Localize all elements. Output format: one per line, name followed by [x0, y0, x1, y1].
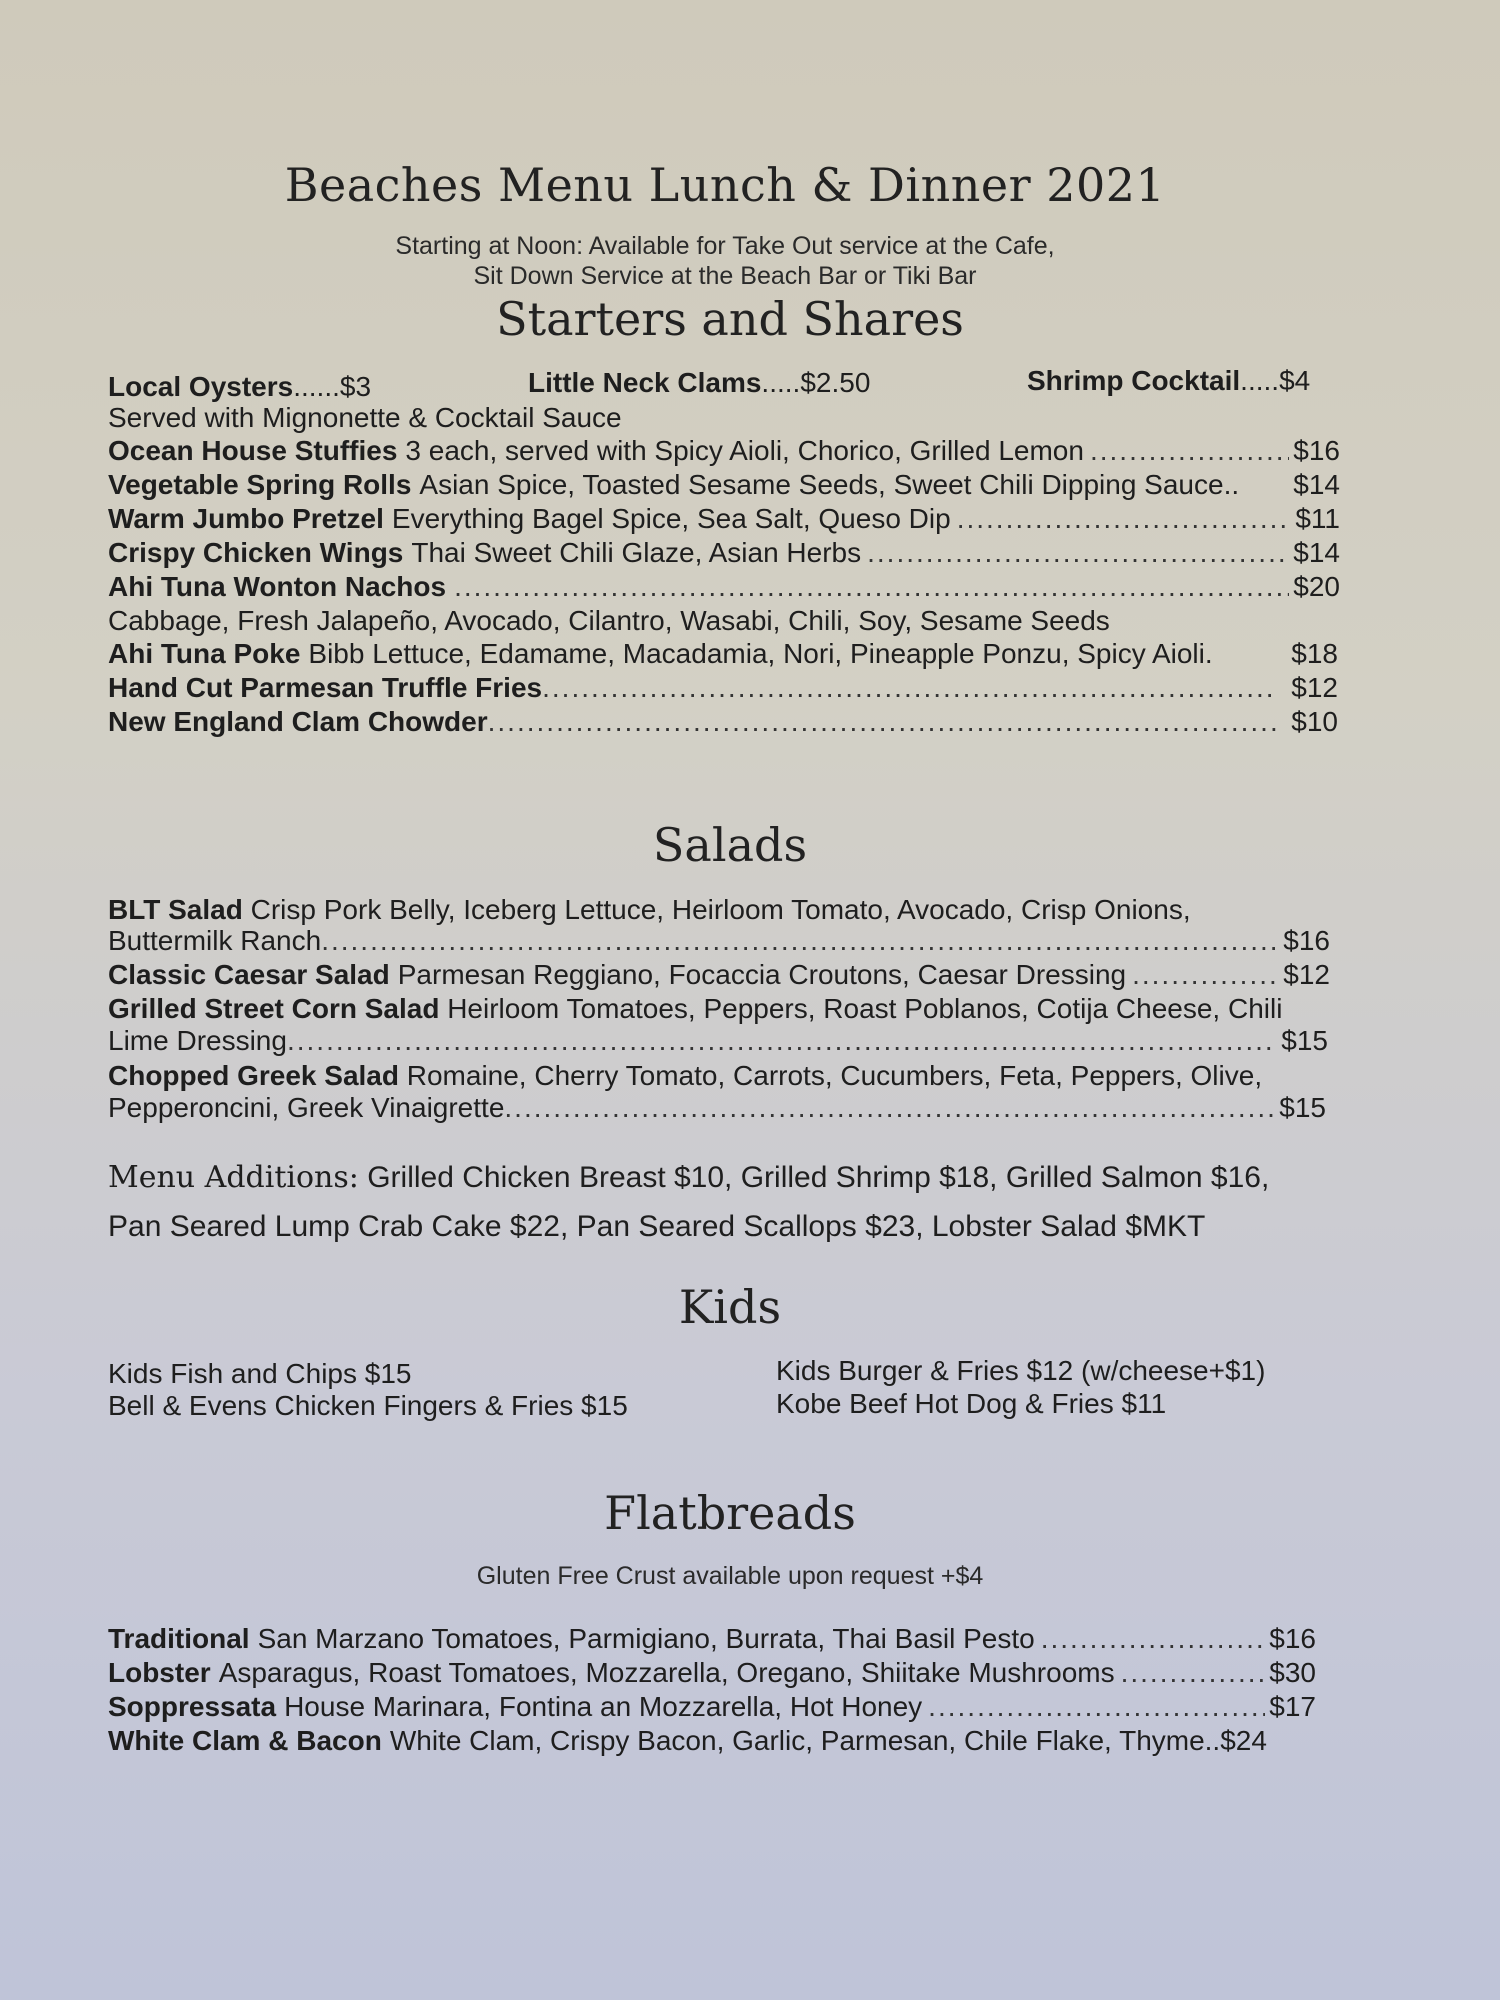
menu-item — [108, 468, 1340, 502]
item-desc: San Marzano Tomatoes, Parmigiano, Burrata, Thai Basil Pesto — [257, 1623, 1035, 1654]
flatbread-item — [108, 1724, 1320, 1758]
item-dots — [287, 1024, 1277, 1058]
item-price: $16 — [1283, 925, 1330, 956]
greek-salad-line1 — [108, 1059, 1262, 1093]
item-dots — [1132, 958, 1279, 992]
item-desc: Crisp Pork Belly, Iceberg Lettuce, Heirloom Tomato, Avocado, Crisp Onions, — [250, 894, 1191, 925]
item-name: Vegetable Spring Rolls — [108, 469, 412, 500]
item-desc: House Marinara, Fontina an Mozzarella, Hot Honey — [284, 1691, 923, 1722]
additions-text: Grilled Chicken Breast $10, Grilled Shrimp $18, Grilled Salmon $16, — [367, 1161, 1270, 1194]
item-price: $16 — [1293, 435, 1340, 466]
item-dots: ..... — [761, 367, 801, 398]
flatbread-item — [108, 1622, 1316, 1656]
item-name: Chopped Greek Salad — [108, 1060, 399, 1091]
item-price: $3 — [339, 371, 372, 402]
item-price: $20 — [1293, 571, 1340, 602]
greek-salad-line2 — [108, 1091, 1326, 1125]
item-desc: Asian Spice, Toasted Sesame Seeds, Sweet Chili Dipping Sauce.. — [419, 469, 1240, 500]
item-dots — [1041, 1622, 1266, 1656]
item-price: $18 — [1291, 638, 1338, 669]
item-price: $16 — [1269, 1623, 1316, 1654]
item-desc: Thai Sweet Chili Glaze, Asian Herbs — [411, 537, 862, 568]
salads-heading: Salads — [652, 818, 808, 872]
item-name: New England Clam Chowder — [108, 706, 488, 737]
item-desc: Lime Dressing — [108, 1025, 287, 1056]
item-desc: Heirloom Tomatoes, Peppers, Roast Poblanos, Cotija Cheese, Chili — [447, 993, 1283, 1024]
item-price: $2.50 — [800, 367, 871, 398]
blt-salad-line1 — [108, 893, 1191, 927]
item-name: Soppressata — [108, 1691, 277, 1722]
intro-line-2: Sit Down Service at the Beach Bar or Tiki Bar — [473, 262, 977, 290]
item-price: $17 — [1269, 1691, 1316, 1722]
item-name: Ocean House Stuffies — [108, 435, 398, 466]
item-price: $14 — [1293, 537, 1340, 568]
item-price: $12 — [1291, 672, 1338, 703]
kids-item: Kids Fish and Chips $15 — [108, 1358, 412, 1389]
item-desc: 3 each, served with Spicy Aioli, Chorico, Grilled Lemon — [405, 435, 1084, 466]
item-desc: Buttermilk Ranch — [108, 925, 322, 956]
kids-item: Kids Burger & Fries $12 (w/cheese+$1) — [776, 1355, 1266, 1386]
menu-title: Beaches Menu Lunch & Dinner 2021 — [284, 158, 1166, 212]
item-desc: Romaine, Cherry Tomato, Carrots, Cucumbers, Feta, Peppers, Olive, — [406, 1060, 1263, 1091]
item-name: Little Neck Clams — [528, 367, 762, 398]
kids-item: Kobe Beef Hot Dog & Fries $11 — [776, 1388, 1167, 1419]
item-dots — [1090, 434, 1289, 468]
additions-label: Menu Additions: — [108, 1160, 359, 1195]
item-dots — [1121, 1656, 1266, 1690]
intro-line-1: Starting at Noon: Available for Take Out service at the Cafe, — [395, 232, 1055, 260]
item-name: Shrimp Cocktail — [1027, 365, 1241, 396]
starter-shrimp — [1027, 364, 1310, 398]
item-dots — [928, 1690, 1265, 1724]
item-dots: ..... — [1240, 365, 1280, 396]
item-desc: Bibb Lettuce, Edamame, Macadamia, Nori, Pineapple Ponzu, Spicy Aioli. — [308, 638, 1213, 669]
item-dots — [321, 924, 1279, 958]
item-desc: Pepperoncini, Greek Vinaigrette — [108, 1092, 505, 1123]
menu-item — [108, 637, 1338, 671]
item-name: BLT Salad — [108, 894, 243, 925]
flatbreads-heading: Flatbreads — [604, 1486, 856, 1540]
item-price: $14 — [1293, 469, 1340, 500]
item-price: $12 — [1283, 959, 1330, 990]
item-price: $15 — [1281, 1025, 1328, 1056]
menu-additions-line1 — [108, 1160, 1269, 1195]
item-desc: White Clam, Crispy Bacon, Garlic, Parmesan, Chile Flake, Thyme.. — [389, 1725, 1221, 1756]
item-dots — [454, 570, 1289, 604]
menu-additions-line2: Pan Seared Lump Crab Cake $22, Pan Seared Scallops $23, Lobster Salad $MKT — [108, 1210, 1206, 1243]
starter-raw-bar-note: Served with Mignonette & Cocktail Sauce — [108, 402, 622, 433]
menu-item — [108, 502, 1340, 536]
item-desc: Asparagus, Roast Tomatoes, Mozzarella, Oregano, Shiitake Mushrooms — [218, 1657, 1115, 1688]
item-dots — [542, 671, 1277, 705]
menu-item — [108, 570, 1340, 604]
kids-heading: Kids — [678, 1280, 782, 1334]
item-price: $10 — [1291, 706, 1338, 737]
item-name: Local Oysters — [108, 371, 294, 402]
item-dots — [488, 705, 1278, 739]
flatbread-item — [108, 1690, 1316, 1724]
item-name: Grilled Street Corn Salad — [108, 993, 440, 1024]
item-name: Warm Jumbo Pretzel — [108, 503, 384, 534]
starters-heading: Starters and Shares — [496, 292, 964, 346]
menu-item — [108, 434, 1340, 468]
item-price: $11 — [1295, 503, 1340, 534]
corn-salad-line1 — [108, 992, 1282, 1026]
menu-item — [108, 705, 1338, 739]
kids-item: Bell & Evens Chicken Fingers & Fries $15 — [108, 1390, 628, 1421]
blt-salad-line2 — [108, 924, 1330, 958]
item-price: $30 — [1269, 1657, 1316, 1688]
item-name: Classic Caesar Salad — [108, 959, 390, 990]
flatbread-item — [108, 1656, 1316, 1690]
item-name: Traditional — [108, 1623, 250, 1654]
caesar-salad — [108, 958, 1330, 992]
nachos-note: Cabbage, Fresh Jalapeño, Avocado, Cilantro, Wasabi, Chili, Soy, Sesame Seeds — [108, 605, 1110, 636]
item-dots: ...... — [293, 371, 340, 402]
flatbreads-note: Gluten Free Crust available upon request +$4 — [476, 1562, 984, 1590]
item-dots — [504, 1091, 1275, 1125]
starter-clams — [528, 366, 870, 400]
item-dots — [867, 536, 1289, 570]
item-price: $4 — [1279, 365, 1311, 396]
item-price: $15 — [1279, 1092, 1326, 1123]
item-name: Lobster — [108, 1657, 211, 1688]
item-name: Ahi Tuna Poke — [108, 638, 301, 669]
menu-item — [108, 671, 1338, 705]
item-price: $24 — [1220, 1725, 1267, 1756]
item-name: Crispy Chicken Wings — [108, 537, 404, 568]
item-name: White Clam & Bacon — [108, 1725, 382, 1756]
item-desc: Parmesan Reggiano, Focaccia Croutons, Caesar Dressing — [397, 959, 1127, 990]
corn-salad-line2 — [108, 1024, 1328, 1058]
item-name: Hand Cut Parmesan Truffle Fries — [108, 672, 543, 703]
item-dots — [957, 502, 1292, 536]
item-desc: Everything Bagel Spice, Sea Salt, Queso Dip — [391, 503, 951, 534]
menu-item — [108, 536, 1340, 570]
item-name: Ahi Tuna Wonton Nachos — [108, 571, 447, 602]
starter-oysters — [108, 370, 371, 404]
